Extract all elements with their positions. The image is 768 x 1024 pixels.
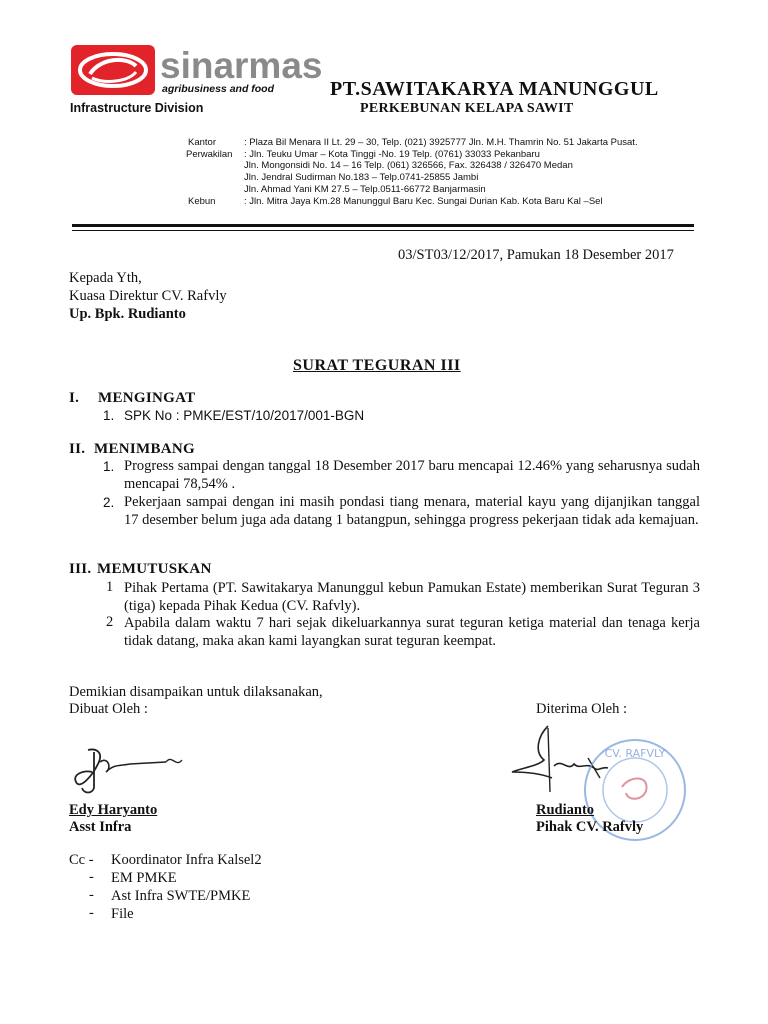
address-line: Jln. Jendral Sudirman No.183 – Telp.0741-25855 Jambi — [244, 172, 479, 183]
kebun-label: Kebun — [188, 196, 216, 207]
address-line: : Jln. Mitra Jaya Km.28 Manunggul Baru Kec. Sungai Durian Kab. Kota Baru Kal –Sel — [244, 196, 603, 207]
company-name: PT.SAWITAKARYA MANUNGGUL — [330, 78, 659, 100]
signer1-role: Asst Infra — [69, 819, 132, 835]
cc-bullet: - — [89, 869, 94, 885]
cc-bullet: - — [89, 887, 94, 903]
list-item-text: Pihak Pertama (PT. Sawitakarya Manunggul kebun Pamukan Estate) memberikan Surat Teguran 3 (tiga) kepada Pihak Kedua (CV. Rafvly). — [124, 580, 700, 614]
stamp-text: CV. RAFVLY — [604, 747, 666, 760]
cc-item: EM PMKE — [111, 870, 177, 886]
list-number: 2. — [103, 495, 115, 510]
letter-title: SURAT TEGURAN III — [293, 357, 461, 374]
address-line: Jln. Ahmad Yani KM 27.5 – Telp.0511-66772 Banjarmasin — [244, 184, 486, 195]
brand-tagline: agribusiness and food — [162, 83, 275, 95]
header-rule-thick — [72, 224, 694, 227]
reference-date: 03/ST03/12/2017, Pamukan 18 Desember 2017 — [398, 247, 674, 263]
division-name: Infrastructure Division — [70, 101, 204, 115]
list-number: 1. — [103, 459, 115, 474]
made-by-label: Dibuat Oleh : — [69, 701, 148, 717]
signer1-name: Edy Haryanto — [69, 802, 158, 818]
company-subtitle: PERKEBUNAN KELAPA SAWIT — [360, 101, 574, 116]
cc-label: Cc - — [69, 852, 94, 868]
list-item-text: Apabila dalam waktu 7 hari sejak dikeluarkannya surat teguran ketiga material dan tenaga kerja tidak datang, maka akan kami layangkan surat teguran keempat. — [124, 615, 700, 649]
perwakilan-label: Perwakilan — [186, 149, 233, 160]
cc-item: Koordinator Infra Kalsel2 — [111, 852, 262, 868]
signer2-name: Rudianto — [536, 802, 595, 818]
recipient-line: Kepada Yth, — [69, 270, 142, 286]
list-number: 2 — [106, 614, 114, 630]
signer2-role: Pihak CV. Rafvly — [536, 819, 644, 835]
recipient-attention: Up. Bpk. Rudianto — [69, 306, 186, 322]
kantor-label: Kantor — [188, 137, 216, 148]
recipient-line: Kuasa Direktur CV. Rafvly — [69, 288, 227, 304]
section-number: II. — [69, 441, 86, 457]
list-number: 1 — [106, 579, 114, 595]
section-heading: MEMUTUSKAN — [97, 561, 212, 577]
cc-item: Ast Infra SWTE/PMKE — [111, 888, 251, 904]
header-rule-thin — [72, 230, 694, 231]
list-item-text: Progress sampai dengan tanggal 18 Desember 2017 baru mencapai 12.46% yang seharusnya sudah mencapai 78,54% . — [124, 458, 700, 492]
section-number: I. — [69, 390, 80, 406]
section-heading: MENIMBANG — [94, 441, 196, 457]
closing-statement: Demikian disampaikan untuk dilaksanakan, — [69, 684, 323, 700]
received-by-label: Diterima Oleh : — [536, 701, 628, 717]
spk-number: SPK No : PMKE/EST/10/2017/001-BGN — [124, 408, 365, 423]
list-item-text: Pekerjaan sampai dengan ini masih pondasi tiang menara, material kayu yang dijanjikan tanggal 17 desember belum juga ada datang 1 batangpun, sehingga progress pekerjaan tidak ada kemajuan. — [124, 494, 700, 528]
address-line: : Jln. Teuku Umar – Kota Tinggi -No. 19 Telp. (0761) 33033 Pekanbaru — [244, 149, 540, 160]
section-heading: MENGINGAT — [98, 390, 196, 406]
signature-edy — [70, 742, 190, 798]
brand-name: sinarmas — [160, 45, 323, 86]
cc-item: File — [111, 906, 134, 922]
list-number: 1. — [103, 408, 115, 423]
section-number: III. — [69, 561, 92, 577]
sinarmas-logo — [70, 44, 156, 96]
address-line: Jln. Mongonsidi No. 14 – 16 Telp. (061) 326566, Fax. 326438 / 326470 Medan — [244, 160, 573, 171]
address-line: : Plaza Bil Menara II Lt. 29 – 30, Telp. (021) 3925777 Jln. M.H. Thamrin No. 51 Jakarta Pusat. — [244, 137, 638, 148]
cc-bullet: - — [89, 905, 94, 921]
